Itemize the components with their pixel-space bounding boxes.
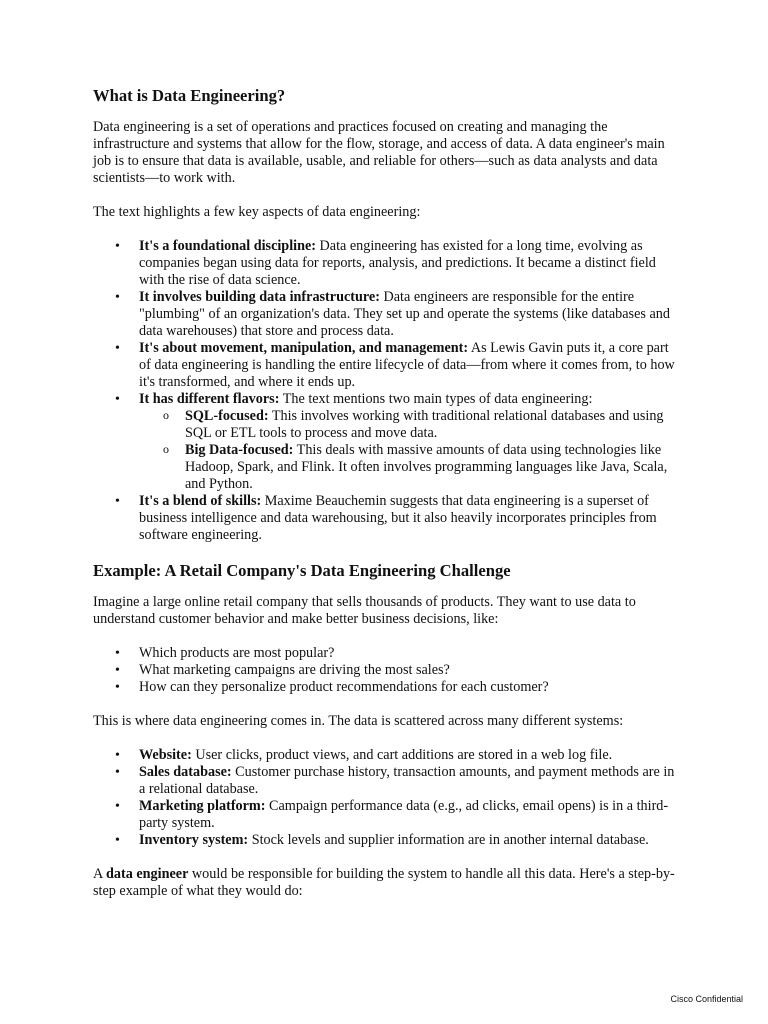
list-item-text: Maxime Beauchemin suggests that data engineering is a superset of business intelligence and data warehousing, but it also heavily incorporates principles from software engineering. [139,493,657,543]
sublist-item-text: This involves working with traditional relational databases and using SQL or ETL tools to process and move data. [185,408,664,441]
list-item-label: Sales database: [139,764,232,780]
section-heading-data-engineering: What is Data Engineering? [93,86,286,105]
list-item [139,493,683,544]
list-item-label: It involves building data infrastructure: [139,289,380,305]
questions-list [93,645,683,696]
list-item-label: Inventory system: [139,832,249,848]
list-item-text: Stock levels and supplier information are in another internal database. [248,832,649,848]
list-item-text: Data engineers are responsible for the entire "plumbing" of an organization's data. They set up and operate the systems (like databases and data warehouses) that store and process data. [139,289,670,339]
list-item [139,289,683,340]
systems-list [93,747,683,849]
confidentiality-footer: Cisco Confidential [670,994,743,1004]
list-item-text: The text mentions two main types of data engineering: [279,391,593,407]
list-item [139,764,683,798]
closing-post: would be responsible for building the system to handle all this data. Here's a step-by-step example of what they would do: [93,866,675,899]
flavors-sublist [139,408,683,493]
list-item-label: Marketing platform: [139,798,266,814]
list-item-label: It has different flavors: [139,391,280,407]
sublist-item [185,408,683,442]
list-item [139,747,683,764]
closing-bold-term: data engineer [106,866,189,882]
list-item: • Which products are most popular? [139,645,683,662]
list-item [139,238,683,289]
list-item-label: Website: [139,747,192,763]
list-item [139,391,683,493]
aspects-lead: The text highlights a few key aspects of data engineering: [93,204,421,220]
sublist-item-label: Big Data-focused: [185,442,294,458]
list-item-text: Customer purchase history, transaction amounts, and payment methods are in a relational database. [139,764,675,797]
list-item-text: Data engineering has existed for a long time, evolving as companies began using data for reports, analysis, and predictions. It became a distinct field with the rise of data science. [139,238,656,288]
sublist-item-label: SQL-focused: [185,408,269,424]
intro-paragraph: Data engineering is a set of operations and practices focused on creating and managing the infrastructure and systems that allow for the flow, storage, and access of data. A data engineer's main job is to ensure that data is available, usable, and reliable for others—such as data analysts and data scientists—to work with. [93,119,665,186]
section-heading-retail-example: Example: A Retail Company's Data Engineering Challenge [93,561,511,580]
list-item: • How can they personalize product recommendations for each customer? [139,679,683,696]
list-item-text: Campaign performance data (e.g., ad clicks, email opens) is in a third-party system. [139,798,669,831]
aspects-list [93,238,683,544]
document-body [93,86,683,917]
list-item [139,832,683,849]
list-item [139,798,683,832]
retail-intro-paragraph: Imagine a large online retail company that sells thousands of products. They want to use data to understand customer behavior and make better business decisions, like: [93,594,636,627]
list-item: • What marketing campaigns are driving the most sales? [139,662,683,679]
scattered-paragraph: This is where data engineering comes in. The data is scattered across many different systems: [93,713,624,729]
sublist-item [185,442,683,493]
closing-paragraph [93,866,683,900]
sublist-item-text: This deals with massive amounts of data using technologies like Hadoop, Spark, and Flink. It often involves programming languages like Java, Scala, and Python. [185,442,668,492]
list-item-label: It's about movement, manipulation, and management: [139,340,469,356]
closing-pre: A [93,866,107,882]
list-item-label: It's a blend of skills: [139,493,262,509]
list-item-label: It's a foundational discipline: [139,238,316,254]
list-item [139,340,683,391]
list-item-text: As Lewis Gavin puts it, a core part of data engineering is handling the entire lifecycle of data—from where it comes from, to how it's transformed, and where it ends up. [139,340,675,390]
list-item-text: User clicks, product views, and cart additions are stored in a web log file. [191,747,613,763]
